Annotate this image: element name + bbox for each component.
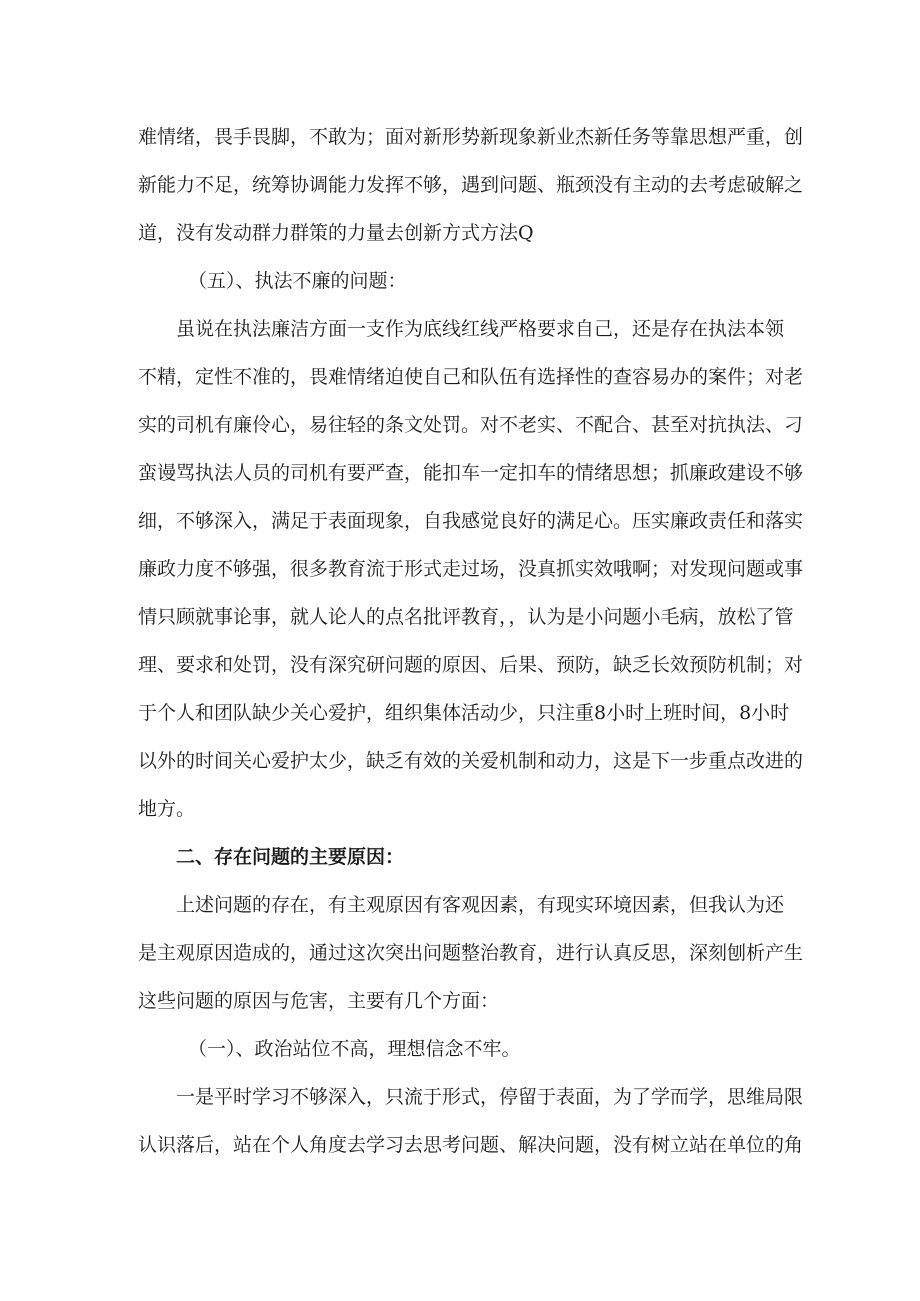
chapter-heading bbox=[0, 835, 920, 879]
line-text: 道，没有发动群力群策的力量去创新方式方法Q bbox=[138, 222, 534, 244]
paragraph-line bbox=[0, 931, 920, 975]
line-text: 难情绪，畏手畏脚，不敢为；面对新形势新现象新业杰新任务等靠思想严重，创 bbox=[138, 126, 804, 148]
paragraph-line bbox=[0, 355, 920, 399]
paragraph-line bbox=[0, 307, 920, 351]
section-heading bbox=[0, 1027, 920, 1071]
line-text: 以外的时间关心爱护太少，缺乏有效的关爱机制和动力，这是下一步重点改进的 bbox=[138, 750, 804, 772]
paragraph-line bbox=[0, 547, 920, 591]
line-text: 一是平时学习不够深入，只流于形式，停留于表面，为了学而学，思维局限 bbox=[176, 1086, 804, 1108]
paragraph-line bbox=[0, 691, 920, 735]
line-text: 于个人和团队缺少关心爱护，组织集体活动少，只注重8小时上班时间，8小时 bbox=[138, 702, 790, 724]
paragraph-line bbox=[0, 163, 920, 207]
paragraph-line bbox=[0, 499, 920, 543]
line-text: （五）、执法不廉的问题： bbox=[188, 270, 407, 292]
line-text: 细，不够深入，满足于表面现象，自我感觉良好的满足心。压实廉政责任和落实 bbox=[138, 510, 804, 532]
line-text: 情只顾就事论事，就人论人的点名批评教育，，认为是小问题小毛病，放松了管 bbox=[138, 606, 794, 628]
paragraph-line bbox=[0, 115, 920, 159]
paragraph-line bbox=[0, 211, 920, 255]
line-text: 虽说在执法廉洁方面一支作为底线红线严格要求自己，还是存在执法本领 bbox=[176, 318, 785, 340]
line-text: 认识落后，站在个人角度去学习去思考问题、解决问题，没有树立站在单位的角 bbox=[138, 1134, 804, 1156]
paragraph-line bbox=[0, 739, 920, 783]
paragraph-line bbox=[0, 883, 920, 927]
line-text: 实的司机有廉伶心，易往轻的条文处罚。对不老实、不配合、甚至对抗执法、刁 bbox=[138, 414, 804, 436]
line-text: 上述问题的存在，有主观原因有客观因素，有现实环境因素，但我认为还 bbox=[176, 894, 785, 916]
paragraph-line bbox=[0, 1123, 920, 1167]
line-text: 不精，定性不准的，畏难情绪迫使自己和队伍有选择性的查容易办的案件；对老 bbox=[138, 366, 804, 388]
line-text: 廉政力度不够强，很多教育流于形式走过场，没真抓实效哦啊；对发现问题或事 bbox=[138, 558, 804, 580]
line-text: 这些问题的原因与危害，主要有几个方面： bbox=[138, 990, 500, 1012]
line-text: 地方。 bbox=[138, 798, 196, 820]
paragraph-line bbox=[0, 451, 920, 495]
line-text: 是主观原因造成的，通过这次突出问题整治教育，进行认真反思，深刻刨析产生 bbox=[138, 942, 804, 964]
paragraph-line bbox=[0, 787, 920, 831]
line-text: 二、存在问题的主要原因： bbox=[176, 846, 405, 868]
paragraph-line bbox=[0, 403, 920, 447]
paragraph-line bbox=[0, 595, 920, 639]
line-text: （一）、政治站位不高，理想信念不牢。 bbox=[188, 1038, 521, 1060]
line-text: 理、要求和处罚，没有深究研问题的原因、后果、预防，缺乏长效预防机制；对 bbox=[138, 654, 804, 676]
paragraph-line bbox=[0, 1075, 920, 1119]
section-heading bbox=[0, 259, 920, 303]
line-text: 蛮谩骂执法人员的司机有要严查，能扣车一定扣车的情绪思想；抓廉政建设不够 bbox=[138, 462, 804, 484]
paragraph-line bbox=[0, 643, 920, 687]
paragraph-line bbox=[0, 979, 920, 1023]
line-text: 新能力不足，统筹协调能力发挥不够，遇到问题、瓶颈没有主动的去考虑破解之 bbox=[138, 174, 804, 196]
